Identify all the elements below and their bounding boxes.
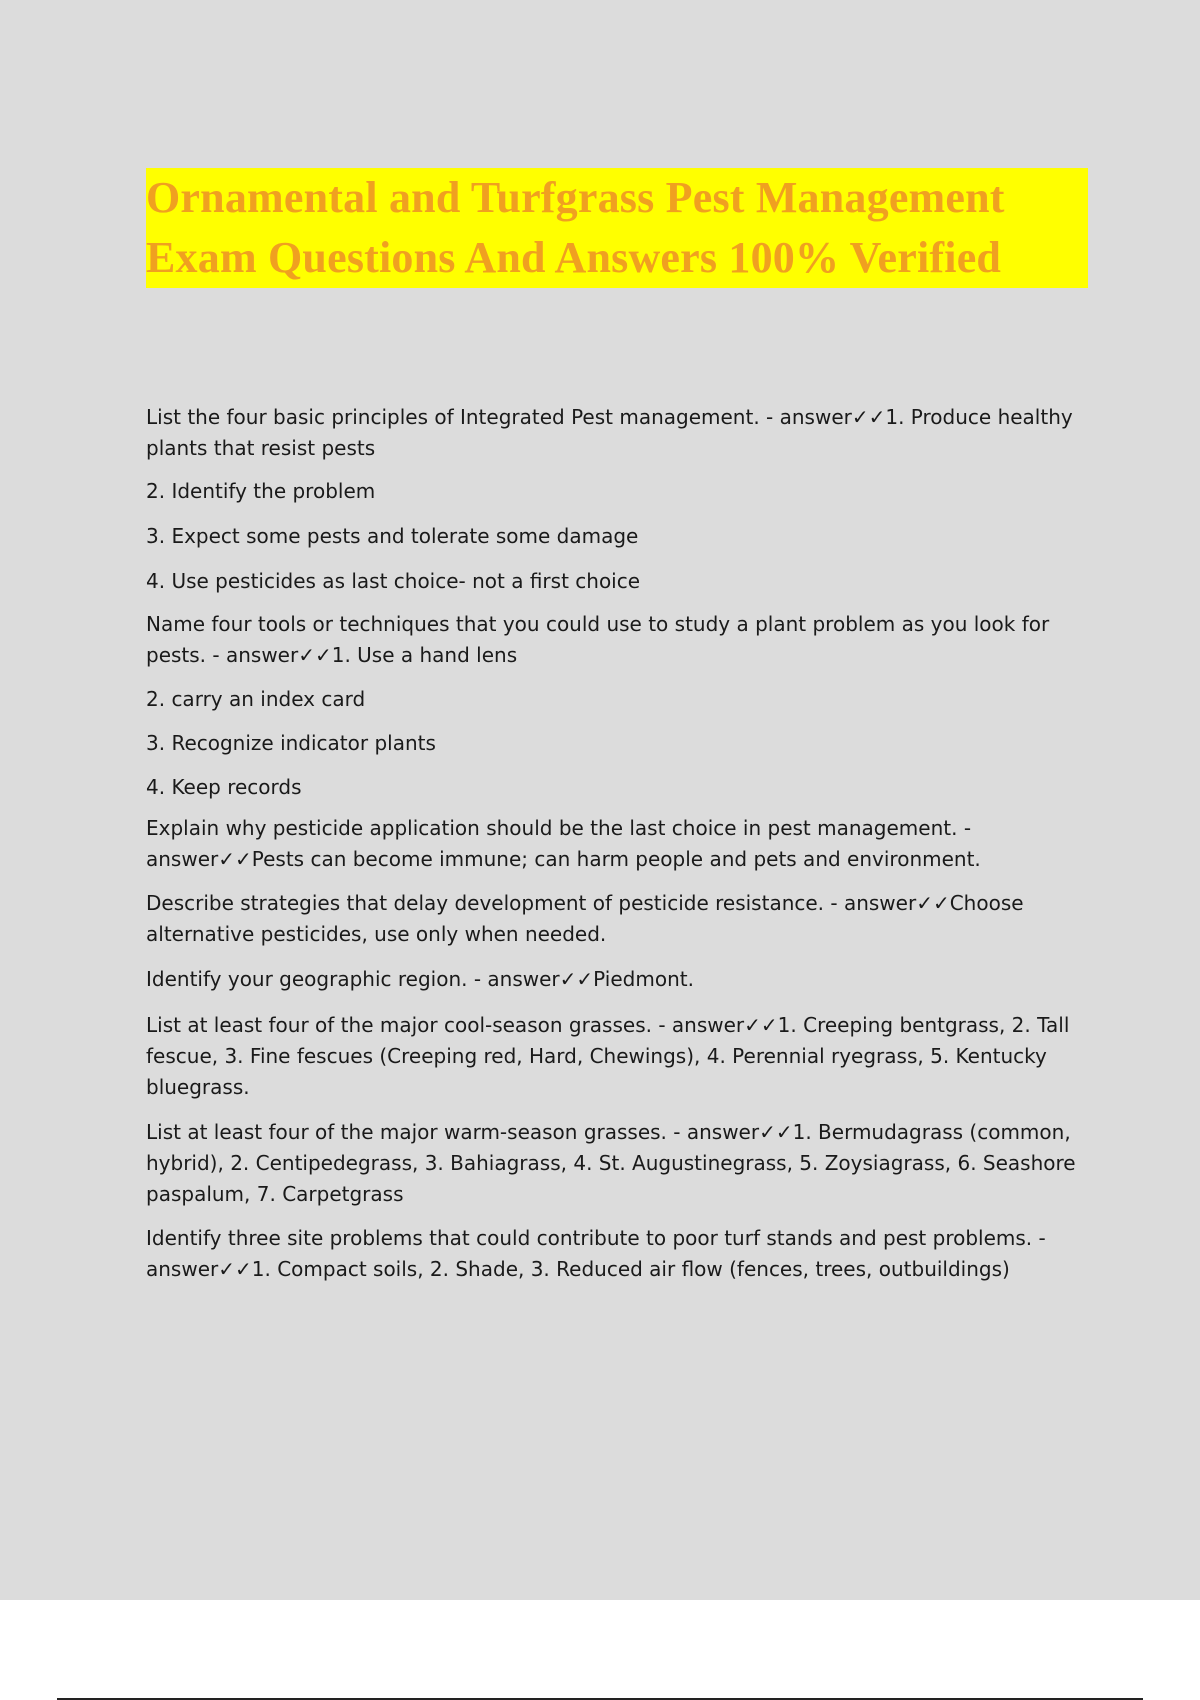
qa-line: 2. carry an index card — [146, 687, 366, 711]
title-line-1: Ornamental and Turfgrass Pest Management — [146, 168, 1088, 228]
qa-line: List at least four of the major warm-season grasses. - answer✓✓1. Bermudagrass (common, — [146, 1120, 1071, 1144]
qa-line: alternative pesticides, use only when needed. — [146, 922, 607, 946]
qa-line: 2. Identify the problem — [146, 479, 376, 503]
title-line-2: Exam Questions And Answers 100% Verified — [146, 228, 1088, 288]
qa-paragraph — [146, 1223, 1076, 1285]
qa-paragraph — [146, 566, 1076, 597]
qa-line: Explain why pesticide application should be the last choice in pest management. - — [146, 816, 972, 840]
qa-line: 4. Keep records — [146, 775, 302, 799]
qa-line: 3. Recognize indicator plants — [146, 731, 436, 755]
qa-line: Name four tools or techniques that you could use to study a plant problem as you look for — [146, 612, 1050, 636]
qa-paragraph — [146, 609, 1076, 671]
qa-paragraph — [146, 476, 1076, 507]
qa-line: answer✓✓1. Compact soils, 2. Shade, 3. Reduced air flow (fences, trees, outbuildings) — [146, 1257, 1010, 1281]
qa-line: pests. - answer✓✓1. Use a hand lens — [146, 643, 518, 667]
qa-line: 3. Expect some pests and tolerate some damage — [146, 524, 639, 548]
qa-line: fescue, 3. Fine fescues (Creeping red, Hard, Chewings), 4. Perennial ryegrass, 5. Kentucky — [146, 1044, 1047, 1068]
qa-paragraph — [146, 684, 1076, 715]
qa-line: Identify three site problems that could contribute to poor turf stands and pest problems. - — [146, 1226, 1046, 1250]
qa-line: 4. Use pesticides as last choice- not a first choice — [146, 569, 641, 593]
qa-paragraph — [146, 1117, 1076, 1210]
qa-paragraph — [146, 964, 1076, 995]
qa-line: answer✓✓Pests can become immune; can harm people and pets and environment. — [146, 847, 981, 871]
qa-paragraph — [146, 728, 1076, 759]
qa-line: List at least four of the major cool-season grasses. - answer✓✓1. Creeping bentgrass, 2. Tall — [146, 1013, 1070, 1037]
qa-paragraph — [146, 1010, 1076, 1103]
qa-content — [146, 390, 1076, 1285]
qa-line: Identify your geographic region. - answer✓✓Piedmont. — [146, 967, 694, 991]
qa-paragraph — [146, 521, 1076, 552]
qa-line: paspalum, 7. Carpetgrass — [146, 1182, 404, 1206]
document-title — [146, 168, 1088, 288]
qa-line: List the four basic principles of Integrated Pest management. - answer✓✓1. Produce healthy — [146, 405, 1073, 429]
qa-paragraph — [146, 888, 1076, 950]
qa-line: hybrid), 2. Centipedegrass, 3. Bahiagrass, 4. St. Augustinegrass, 5. Zoysiagrass, 6. Seashore — [146, 1151, 1076, 1175]
qa-line: bluegrass. — [146, 1075, 250, 1099]
qa-line: Describe strategies that delay development of pesticide resistance. - answer✓✓Choose — [146, 891, 1024, 915]
qa-line: plants that resist pests — [146, 436, 376, 460]
qa-paragraph — [146, 402, 1076, 464]
qa-paragraph — [146, 772, 1076, 803]
qa-paragraph — [146, 813, 1076, 875]
